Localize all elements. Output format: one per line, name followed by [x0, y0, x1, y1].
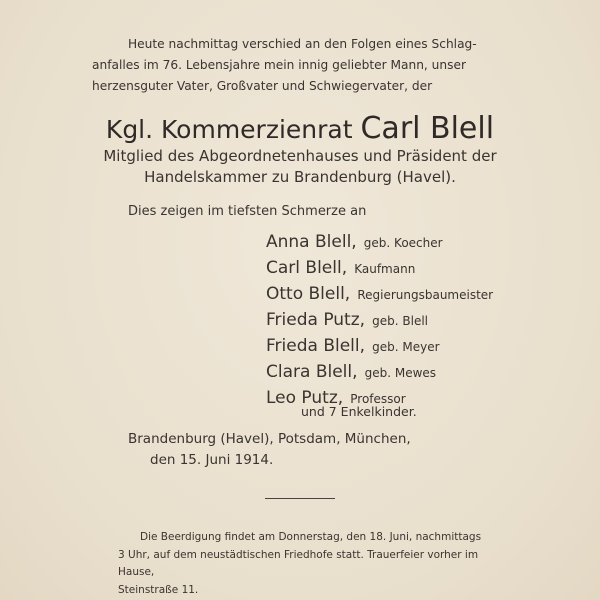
mourner-row — [266, 258, 493, 284]
deceased-title — [0, 111, 600, 146]
mourner-row — [266, 362, 493, 388]
deceased-positions — [0, 146, 600, 188]
mourner-name: Clara Blell, — [266, 362, 358, 382]
intro-line-1: Heute nachmittag verschied an den Folgen eines Schlag- — [128, 37, 477, 51]
title-prefix: Kgl. Kommerzienrat — [105, 115, 353, 144]
intro-line-3: herzensguter Vater, Großvater und Schwiegervater, der — [92, 79, 433, 93]
mourner-row — [266, 232, 493, 258]
position-line-2: Handelskammer zu Brandenburg (Havel). — [144, 168, 456, 186]
divider-rule — [265, 498, 335, 499]
mourner-row — [266, 310, 493, 336]
mourner-name: Leo Putz, — [266, 388, 344, 408]
funeral-line-1: Die Beerdigung findet am Donnerstag, den 18. Juni, nachmittags — [140, 531, 482, 543]
position-line-1: Mitglied des Abgeordnetenhauses und Präsident der — [103, 147, 497, 165]
funeral-notice — [118, 529, 510, 599]
mourner-detail: geb. Koecher — [363, 236, 443, 250]
deceased-name: Carl Blell — [360, 111, 495, 146]
mourner-list — [266, 232, 493, 414]
funeral-line-2: 3 Uhr, auf dem neustädtischen Friedhofe statt. Trauerfeier vorher im Hause, — [118, 548, 479, 578]
intro-paragraph — [92, 34, 510, 97]
place-and-date — [128, 429, 411, 471]
mourner-detail: Professor — [350, 392, 406, 406]
mourner-detail: Regierungsbaumeister — [357, 288, 494, 302]
mourner-name: Otto Blell, — [266, 284, 351, 304]
mourner-name: Anna Blell, — [266, 232, 357, 252]
funeral-line-3: Steinstraße 11. — [118, 583, 199, 596]
mourner-name: Carl Blell, — [266, 258, 348, 278]
mourner-row — [266, 336, 493, 362]
mourner-detail: geb. Mewes — [364, 366, 437, 380]
place-line: Brandenburg (Havel), Potsdam, München, — [128, 431, 411, 447]
mourner-detail: geb. Blell — [372, 314, 429, 328]
intro-line-2: anfalles im 76. Lebensjahre mein innig geliebter Mann, unser — [92, 58, 466, 72]
grandchildren-line: und 7 Enkelkinder. — [301, 404, 417, 419]
mourner-name: Frieda Blell, — [266, 336, 366, 356]
mourner-detail: geb. Meyer — [372, 340, 440, 354]
announcement-line: Dies zeigen im tiefsten Schmerze an — [128, 204, 367, 219]
mourner-row — [266, 284, 493, 310]
date-line: den 15. Juni 1914. — [150, 452, 274, 468]
mourner-detail: Kaufmann — [354, 262, 416, 276]
mourner-name: Frieda Putz, — [266, 310, 366, 330]
